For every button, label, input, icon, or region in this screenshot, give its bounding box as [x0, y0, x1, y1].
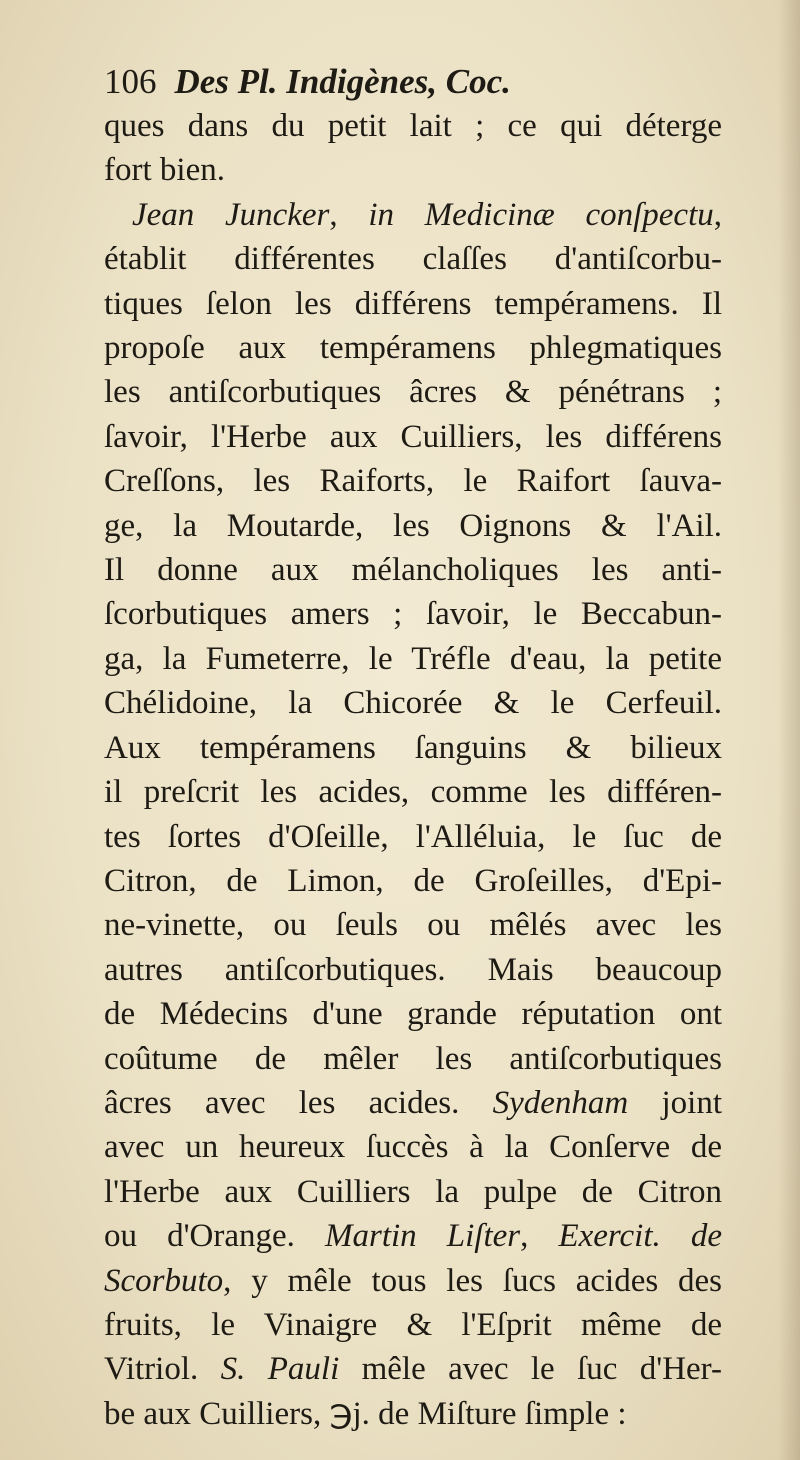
- text-run: établit différentes claſſes d'antiſcorbu-: [104, 241, 722, 278]
- text-run: mêle avec le ſuc d'Her-: [339, 1351, 722, 1388]
- text-line: [104, 1170, 722, 1214]
- text-run: Citron, de Limon, de Groſeilles, d'Epi-: [104, 862, 722, 899]
- text-line: [104, 459, 722, 503]
- text-run: ques dans du petit lait ; ce qui déterge: [104, 108, 722, 144]
- text-line: [104, 548, 722, 592]
- text-line: [104, 237, 722, 281]
- text-line: [104, 681, 722, 725]
- text-run: ge, la Moutarde, les Oignons & l'Ail.: [104, 507, 722, 544]
- text-run: ſavoir, l'Herbe aux Cuilliers, les différens: [104, 418, 722, 455]
- text-line: [104, 1125, 722, 1169]
- text-line: [104, 637, 722, 681]
- text-line: [104, 815, 722, 859]
- text-run: les antiſcorbutiques âcres & pénétrans ;: [104, 374, 722, 411]
- text-run: Aux tempéramens ſanguins & bilieux: [104, 729, 722, 766]
- text-run: joint: [628, 1084, 722, 1121]
- text-line: [104, 148, 722, 192]
- text-line: [104, 326, 722, 370]
- text-run: fort bien.: [104, 152, 225, 189]
- text-run: l'Herbe aux Cuilliers la pulpe de Citron: [104, 1173, 722, 1210]
- text-line: [104, 859, 722, 903]
- text-run: tes ſortes d'Oſeille, l'Alléluia, le ſuc de: [104, 818, 722, 855]
- text-line: [104, 770, 722, 814]
- text-line: [104, 1214, 722, 1258]
- text-run: Creſſons, les Raiforts, le Raifort ſauva-: [104, 463, 722, 500]
- italic-text: Scorbuto: [104, 1262, 224, 1299]
- text-line: [104, 504, 722, 548]
- text-run: ,: [520, 1218, 559, 1255]
- running-head-title: Des Pl. Indigènes, Coc.: [174, 62, 511, 101]
- text-line: [104, 992, 722, 1036]
- text-line: [104, 193, 722, 237]
- text-run: âcres avec les acides.: [104, 1084, 493, 1121]
- text-run: Il donne aux mélancholiques les anti-: [104, 552, 722, 589]
- text-line: [104, 948, 722, 992]
- text-line: [104, 1347, 722, 1391]
- italic-text: in Medicinæ conſpectu: [368, 196, 714, 233]
- text-run: coûtume de mêler les antiſcorbutiques: [104, 1040, 722, 1077]
- page-edge-shadow: [778, 0, 800, 1460]
- text-run: tiques ſelon les différens tempéramens. Il: [104, 285, 722, 322]
- text-line: [104, 282, 722, 326]
- page-number: 106: [104, 62, 157, 101]
- running-head: [104, 58, 704, 106]
- text-line: [104, 415, 722, 459]
- text-run: avec un heureux ſuccès à la Conſerve de: [104, 1129, 722, 1166]
- text-line: [104, 903, 722, 947]
- text-line: [104, 104, 722, 148]
- italic-text: Sydenham: [492, 1084, 629, 1121]
- text-line: [104, 1303, 722, 1347]
- text-run: Chélidoine, la Chicorée & le Cerfeuil.: [104, 685, 722, 722]
- text-run: Vitriol.: [104, 1351, 221, 1388]
- italic-text: Martin Liſter: [325, 1218, 521, 1255]
- text-run: , y mêle tous les ſucs acides des: [223, 1262, 722, 1299]
- text-line: [104, 592, 722, 636]
- text-run: ga, la Fumeterre, le Tréfle d'eau, la petite: [104, 640, 722, 677]
- text-line: [104, 1259, 722, 1303]
- text-run: il preſcrit les acides, comme les différen-: [104, 774, 722, 811]
- text-run: autres antiſcorbutiques. Mais beaucoup: [104, 951, 722, 988]
- text-line: [104, 726, 722, 770]
- text-run: ou d'Orange.: [104, 1218, 325, 1255]
- text-run: de Médecins d'une grande réputation ont: [104, 996, 722, 1033]
- text-line: [104, 1037, 722, 1081]
- text-run: ſcorbutiques amers ; ſavoir, le Beccabun-: [104, 596, 722, 633]
- text-run: fruits, le Vinaigre & l'Eſprit même de: [104, 1306, 722, 1343]
- text-run: ,: [329, 196, 369, 233]
- text-line: [104, 1392, 722, 1436]
- text-run: propoſe aux tempéramens phlegmatiques: [104, 330, 722, 367]
- italic-text: Jean Juncker: [132, 196, 330, 233]
- italic-text: Exercit. de: [558, 1218, 722, 1255]
- text-run: be aux Cuilliers, ℈j. de Miſture ſimple :: [104, 1395, 627, 1432]
- text-run: ,: [713, 196, 722, 233]
- italic-text: S. Pauli: [220, 1351, 340, 1388]
- text-line: [104, 1081, 722, 1125]
- body-text: [104, 104, 722, 1436]
- text-run: ne-vinette, ou ſeuls ou mêlés avec les: [104, 907, 722, 944]
- text-line: [104, 370, 722, 414]
